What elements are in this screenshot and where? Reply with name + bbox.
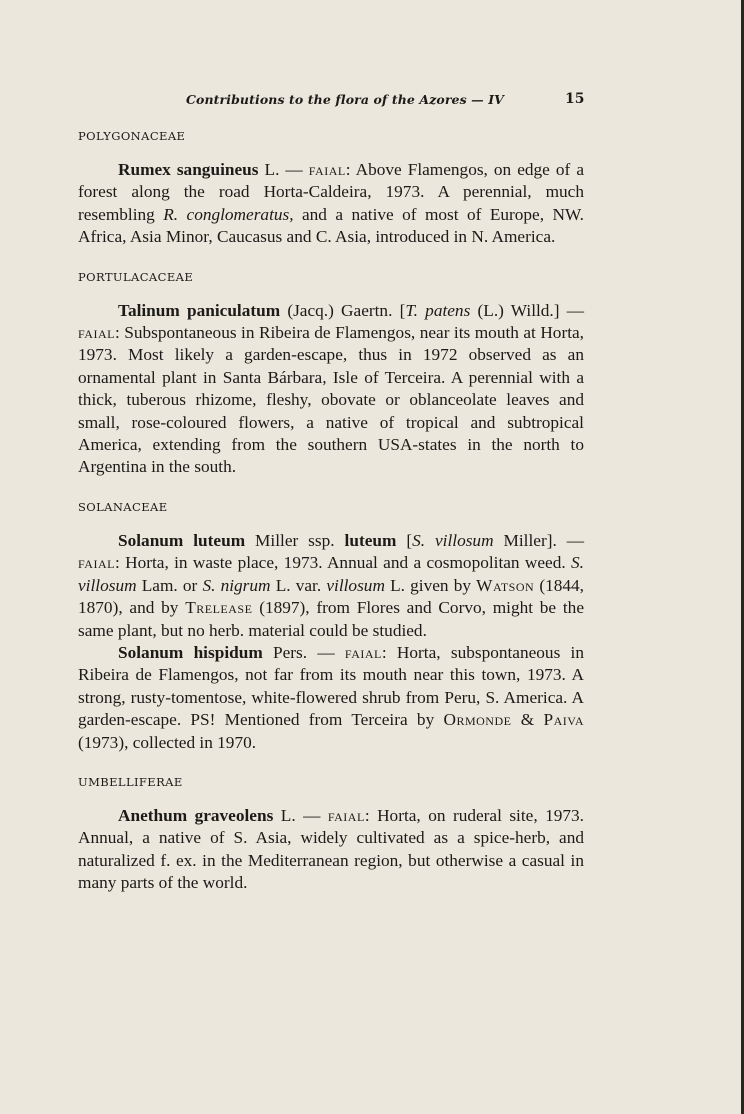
page-number: 15 [565,91,585,107]
bracket-open: [ [396,530,413,550]
synonym-authority: Miller]. — [493,530,584,550]
page-body [78,128,584,895]
entry-text: Lam. or [136,575,203,595]
entry-text: and a native of most of Europe, NW. Africa, Asia Minor, Caucasus and C. Asia, introduced in N. America. [78,204,584,247]
entry-text: : Subspontaneous in Ribeira de Flamengos, near its mouth at Horta, 1973. Most likely a garden-escape, thus in 1972 observed as an ornamental plant in Santa Bárbara, Isle of Terceira. A perennial with a thick, tuberous rhizome, fleshy, obovate or oblanceolate leaves and small, rose-coloured flowers, a native of tropical and subtropical America, extending from the southern USA-states in the north to Argentina in the south. [78,323,584,477]
taxon-authority: (Jacq.) Gaertn. [ [280,300,406,320]
cited-author: Trelease [185,598,253,618]
taxon-name: Talinum paniculatum [118,300,281,320]
taxon-authority: Miller ssp. [245,530,345,550]
taxon-authority: L. — [273,805,328,825]
entry-solanum-luteum [78,530,584,642]
locality-label: faial [344,642,382,662]
taxon-authority: L. — [258,160,309,179]
taxon-name: Solanum hispidum [118,642,263,662]
entry-text: : Above Flamengos, on edge of a forest along the road Horta-Caldeira, 1973. A perennial, much resembling [78,160,584,224]
synonym-name: S. villosum [412,530,494,550]
taxon-authority: Pers. — [262,642,345,662]
running-title: Contributions to the flora of the Azores — IV [186,92,504,107]
synonym-authority: (L.) Willd.] — [470,300,584,320]
entry-rumex-sanguineus [78,159,584,249]
locality-label: faial [308,160,346,179]
family-heading-portulacaceae: PORTULACACEAE [78,269,194,284]
cited-author: Paiva [543,710,585,730]
family-heading-solanaceae: SOLANACEAE [78,499,168,514]
locality-label: faial [78,323,115,343]
taxon-name: Anethum graveolens [118,805,274,825]
taxon-name: Rumex sanguineus [118,160,259,179]
italic-name: S. villosum [78,553,584,595]
locality-label: faial [78,553,115,573]
entry-text: : Horta, on ruderal site, 1973. Annual, a native of S. Asia, widely cultivated as a spice-herb, and naturalized f. ex. in the Mediterranean region, but otherwise a casual in many parts of the world. [78,805,584,893]
cited-author: Watson [476,575,535,595]
entry-text: : Horta, in waste place, 1973. Annual and a cosmopolitan weed. [114,553,572,573]
entry-text: (1897), from Flores and Corvo, might be the same plant, but no herb. material could be studied. [78,598,584,640]
entry-text: L. given by [384,575,477,595]
entry-text: (1973), collected in 1970. [78,732,257,752]
synonym-name: T. patens [405,300,471,320]
locality-label: faial [327,805,365,825]
entry-anethum-graveolens [78,805,584,895]
italic-name: R. conglomeratus, [163,204,294,224]
entry-text: L. var. [270,575,327,595]
family-heading-polygonaceae: POLYGONACEAE [78,129,186,143]
subspecies-name: luteum [344,530,397,550]
entry-solanum-hispidum [78,642,584,754]
entry-text: (1844, 1870), and by [78,575,584,618]
cited-author: Ormonde [443,710,512,730]
taxon-name: Solanum luteum [118,530,246,550]
entry-talinum-paniculatum [78,300,584,479]
entry-text: : Horta, subspontaneous in Ribeira de Flamengos, not far from its mouth near this town, 1973. A strong, rusty-tomentose, white-flowered shrub from Peru, S. America. A garden-escape. PS! Mentioned from Terceira by [78,642,584,730]
italic-name: villosum [326,575,385,595]
ampersand: & [511,710,544,730]
italic-name: S. nigrum [202,575,271,595]
family-heading-umbelliferae: UMBELLIFERAE [78,774,183,789]
